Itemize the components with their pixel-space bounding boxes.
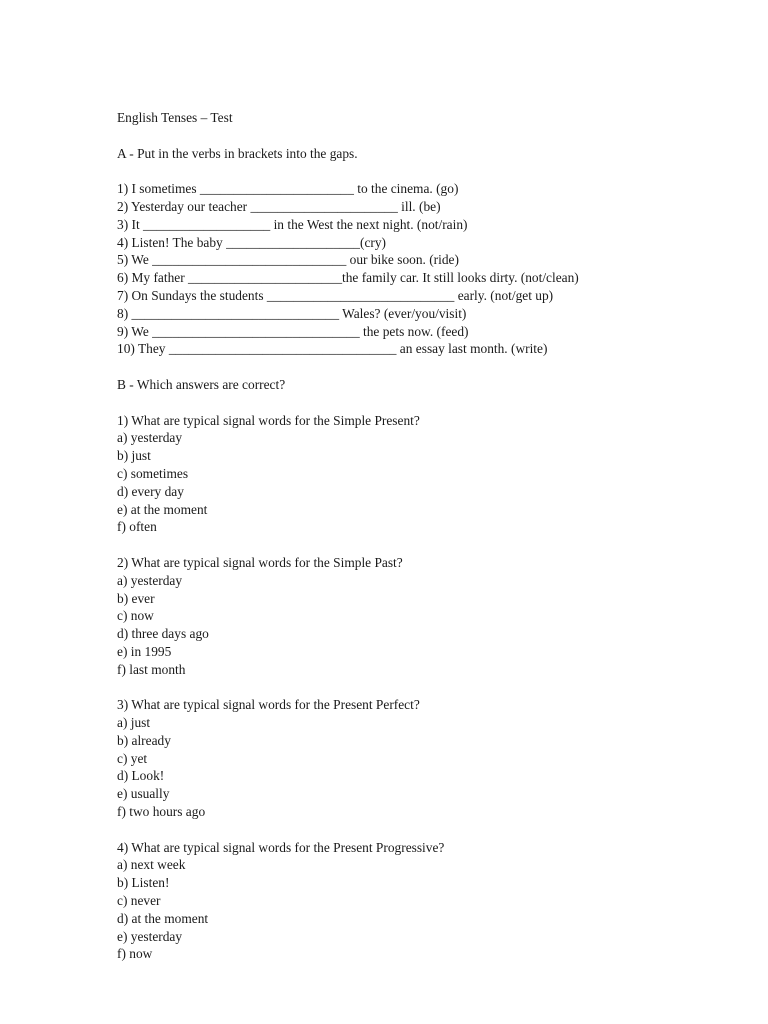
answer-option: a) yesterday	[117, 430, 183, 446]
exercise-item: 6) My father _______________________the family car. It still looks dirty. (not/clean)	[117, 270, 579, 286]
question-block	[117, 554, 737, 679]
answer-option: e) at the moment	[117, 501, 208, 517]
answer-option: d) every day	[117, 483, 184, 499]
exercise-item: 5) We _____________________________ our bike soon. (ride)	[117, 252, 459, 268]
section-b-heading: B - Which answers are correct?	[117, 376, 286, 392]
answer-option: d) Look!	[117, 768, 165, 784]
spacer	[117, 821, 737, 839]
answer-option: e) yesterday	[117, 928, 183, 944]
answer-option: e) usually	[117, 786, 170, 802]
answer-option: a) just	[117, 715, 151, 731]
answer-option: f) now	[117, 946, 153, 962]
answer-option: f) often	[117, 519, 157, 535]
question-block	[117, 412, 737, 537]
exercise-item: 10) They __________________________________ an essay last month. (write)	[117, 341, 548, 357]
spacer	[117, 679, 737, 697]
answer-option: a) next week	[117, 857, 186, 873]
exercise-item: 3) It ___________________ in the West the next night. (not/rain)	[117, 216, 468, 232]
answer-option: b) already	[117, 732, 171, 748]
section-a-heading: A - Put in the verbs in brackets into the gaps.	[117, 145, 358, 161]
answer-option: b) ever	[117, 590, 155, 606]
spacer	[117, 162, 737, 180]
answer-option: c) yet	[117, 750, 148, 766]
answer-option: d) three days ago	[117, 626, 209, 642]
section-b	[117, 376, 737, 963]
question-text: 1) What are typical signal words for the Simple Present?	[117, 412, 420, 428]
section-a	[117, 145, 737, 359]
answer-option: e) in 1995	[117, 643, 172, 659]
exercise-item: 4) Listen! The baby ____________________(cry)	[117, 234, 387, 250]
spacer	[117, 127, 737, 145]
question-block	[117, 696, 737, 821]
spacer	[117, 536, 737, 554]
question-text: 2) What are typical signal words for the Simple Past?	[117, 554, 403, 570]
answer-option: d) at the moment	[117, 910, 209, 926]
answer-option: a) yesterday	[117, 572, 183, 588]
answer-option: b) just	[117, 448, 151, 464]
document-page	[117, 109, 737, 963]
answer-option: c) sometimes	[117, 465, 189, 481]
exercise-item: 1) I sometimes _______________________ to the cinema. (go)	[117, 181, 459, 197]
exercise-item: 2) Yesterday our teacher ______________________ ill. (be)	[117, 198, 441, 214]
answer-option: f) last month	[117, 661, 186, 677]
question-text: 3) What are typical signal words for the Present Perfect?	[117, 697, 420, 713]
question-text: 4) What are typical signal words for the Present Progressive?	[117, 839, 445, 855]
exercise-item: 7) On Sundays the students ____________________________ early. (not/get up)	[117, 287, 554, 303]
answer-option: f) two hours ago	[117, 804, 206, 820]
spacer	[117, 358, 737, 376]
answer-option: c) never	[117, 893, 161, 909]
page-title: English Tenses – Test	[117, 110, 233, 125]
exercise-item: 9) We _______________________________ the pets now. (feed)	[117, 323, 469, 339]
answer-option: c) now	[117, 608, 154, 624]
exercise-item: 8) _______________________________ Wales? (ever/you/visit)	[117, 305, 467, 321]
spacer	[117, 394, 737, 412]
question-block	[117, 839, 737, 964]
answer-option: b) Listen!	[117, 875, 170, 891]
